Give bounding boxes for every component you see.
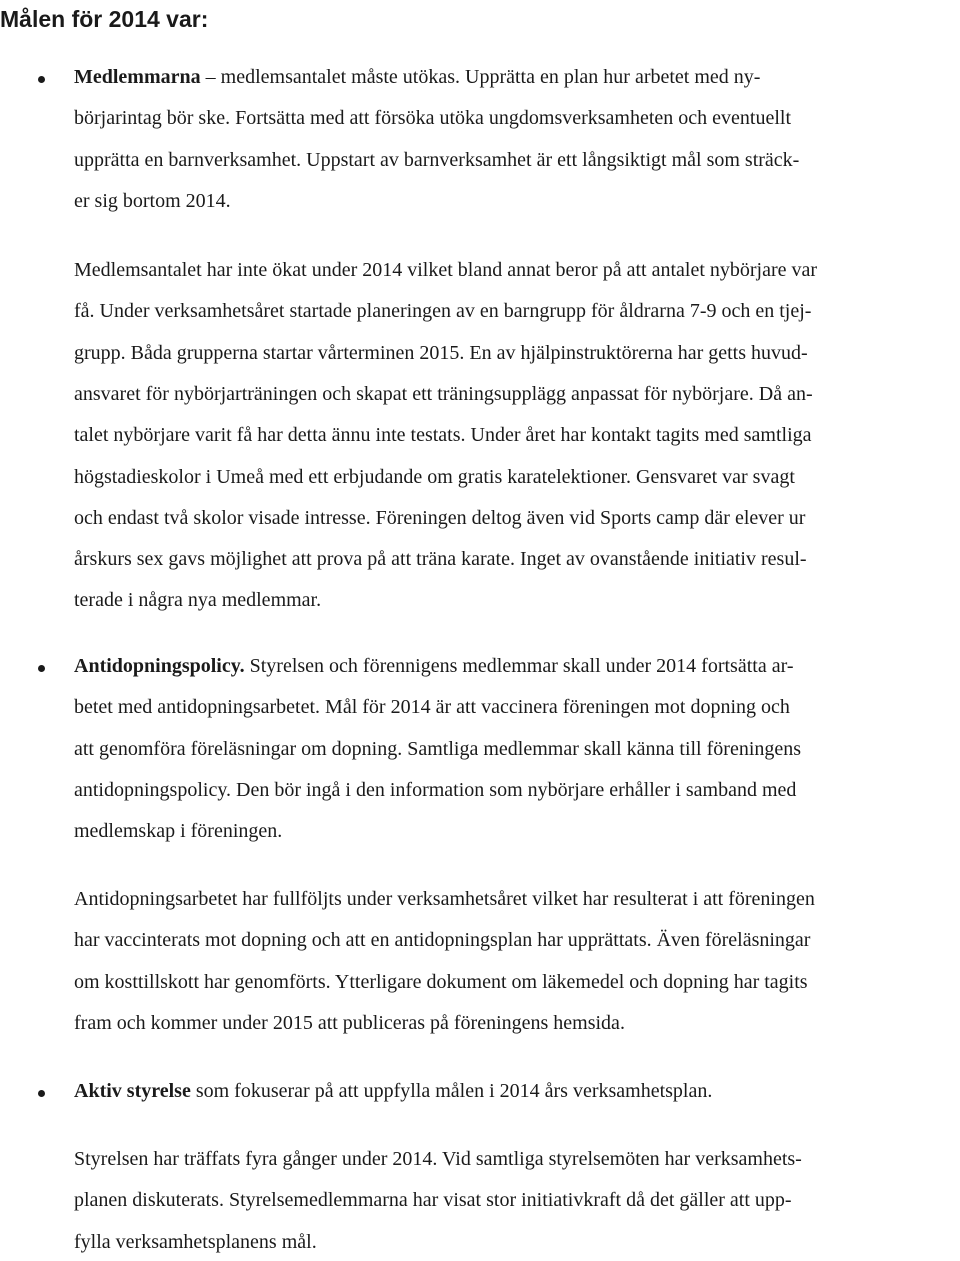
paragraph-line: och endast två skolor visade intresse. Föreningen deltog även vid Sports camp där elever ur	[74, 506, 806, 529]
paragraph-line: fram och kommer under 2015 att publiceras på föreningens hemsida.	[74, 1011, 625, 1034]
paragraph-line: er sig bortom 2014.	[74, 189, 231, 212]
paragraph-line: om kosttillskott har genomförts. Ytterligare dokument om läkemedel och dopning har tagits	[74, 970, 808, 993]
page-heading: Målen för 2014 var:	[0, 6, 209, 32]
paragraph-line: Medlemsantalet har inte ökat under 2014 vilket bland annat beror på att antalet nybörjare var	[74, 259, 818, 281]
item-title: Antidopningspolicy.	[74, 655, 245, 677]
paragraph-line: upprätta en barnverksamhet. Uppstart av barnverksamhet är ett långsiktigt mål som sträck-	[74, 148, 800, 171]
item-title: Aktiv styrelse	[74, 1080, 191, 1102]
paragraph-line: börjarintag bör ske. Fortsätta med att försöka utöka ungdomsverksamheten och eventuellt	[74, 107, 792, 130]
bullet-icon	[38, 665, 45, 672]
paragraph-line: att genomföra föreläsningar om dopning. Samtliga medlemmar skall känna till föreningens	[74, 737, 802, 760]
paragraph-line: fylla verksamhetsplanens mål.	[74, 1230, 317, 1253]
paragraph-line: ansvaret för nybörjarträningen och skapat ett träningsupplägg anpassat för nybörjare. Då an-	[74, 382, 813, 405]
paragraph-line: årskurs sex gavs möjlighet att prova på att träna karate. Inget av ovanstående initiativ resul-	[74, 548, 807, 571]
paragraph-line: talet nybörjare varit få har detta ännu inte testats. Under året har kontakt tagits med samtliga	[74, 424, 812, 447]
paragraph-line: betet med antidopningsarbetet. Mål för 2014 är att vaccinera föreningen mot dopning och	[74, 696, 790, 719]
paragraph-line: planen diskuterats. Styrelsemedlemmarna har visat stor initiativkraft då det gäller att upp-	[74, 1189, 792, 1212]
paragraph-line: grupp. Båda grupperna startar vårterminen 2015. En av hjälpinstruktörerna har getts huvud-	[74, 341, 808, 364]
paragraph-line: har vaccinterats mot dopning och att en antidopningsplan har upprättats. Även föreläsningar	[74, 929, 811, 952]
bullet-icon	[38, 76, 45, 83]
paragraph-line: få. Under verksamhetsåret startade planeringen av en barngrupp för åldrarna 7-9 och en tjej-	[74, 300, 812, 323]
bullet-icon	[38, 1090, 45, 1097]
paragraph-line: Antidopningsarbetet har fullföljts under verksamhetsåret vilket har resulterat i att föreningen	[74, 888, 815, 910]
paragraph-line: Aktiv styrelse som fokuserar på att uppfylla målen i 2014 års verksamhetsplan.	[74, 1080, 713, 1102]
paragraph-line: högstadieskolor i Umeå med ett erbjudande om gratis karatelektioner. Gensvaret var svagt	[74, 465, 795, 488]
paragraph-line: Styrelsen har träffats fyra gånger under 2014. Vid samtliga styrelsemöten har verksamhets-	[74, 1148, 802, 1170]
paragraph-line: antidopningspolicy. Den bör ingå i den information som nybörjare erhåller i samband med	[74, 778, 797, 801]
paragraph-line: Medlemmarna – medlemsantalet måste utökas. Upprätta en plan hur arbetet med ny-	[74, 66, 761, 88]
item-title: Medlemmarna	[74, 66, 201, 88]
paragraph-line: medlemskap i föreningen.	[74, 820, 283, 843]
paragraph-line: terade i några nya medlemmar.	[74, 589, 322, 612]
paragraph-line: Antidopningspolicy. Styrelsen och förennigens medlemmar skall under 2014 fortsätta ar-	[74, 655, 794, 677]
